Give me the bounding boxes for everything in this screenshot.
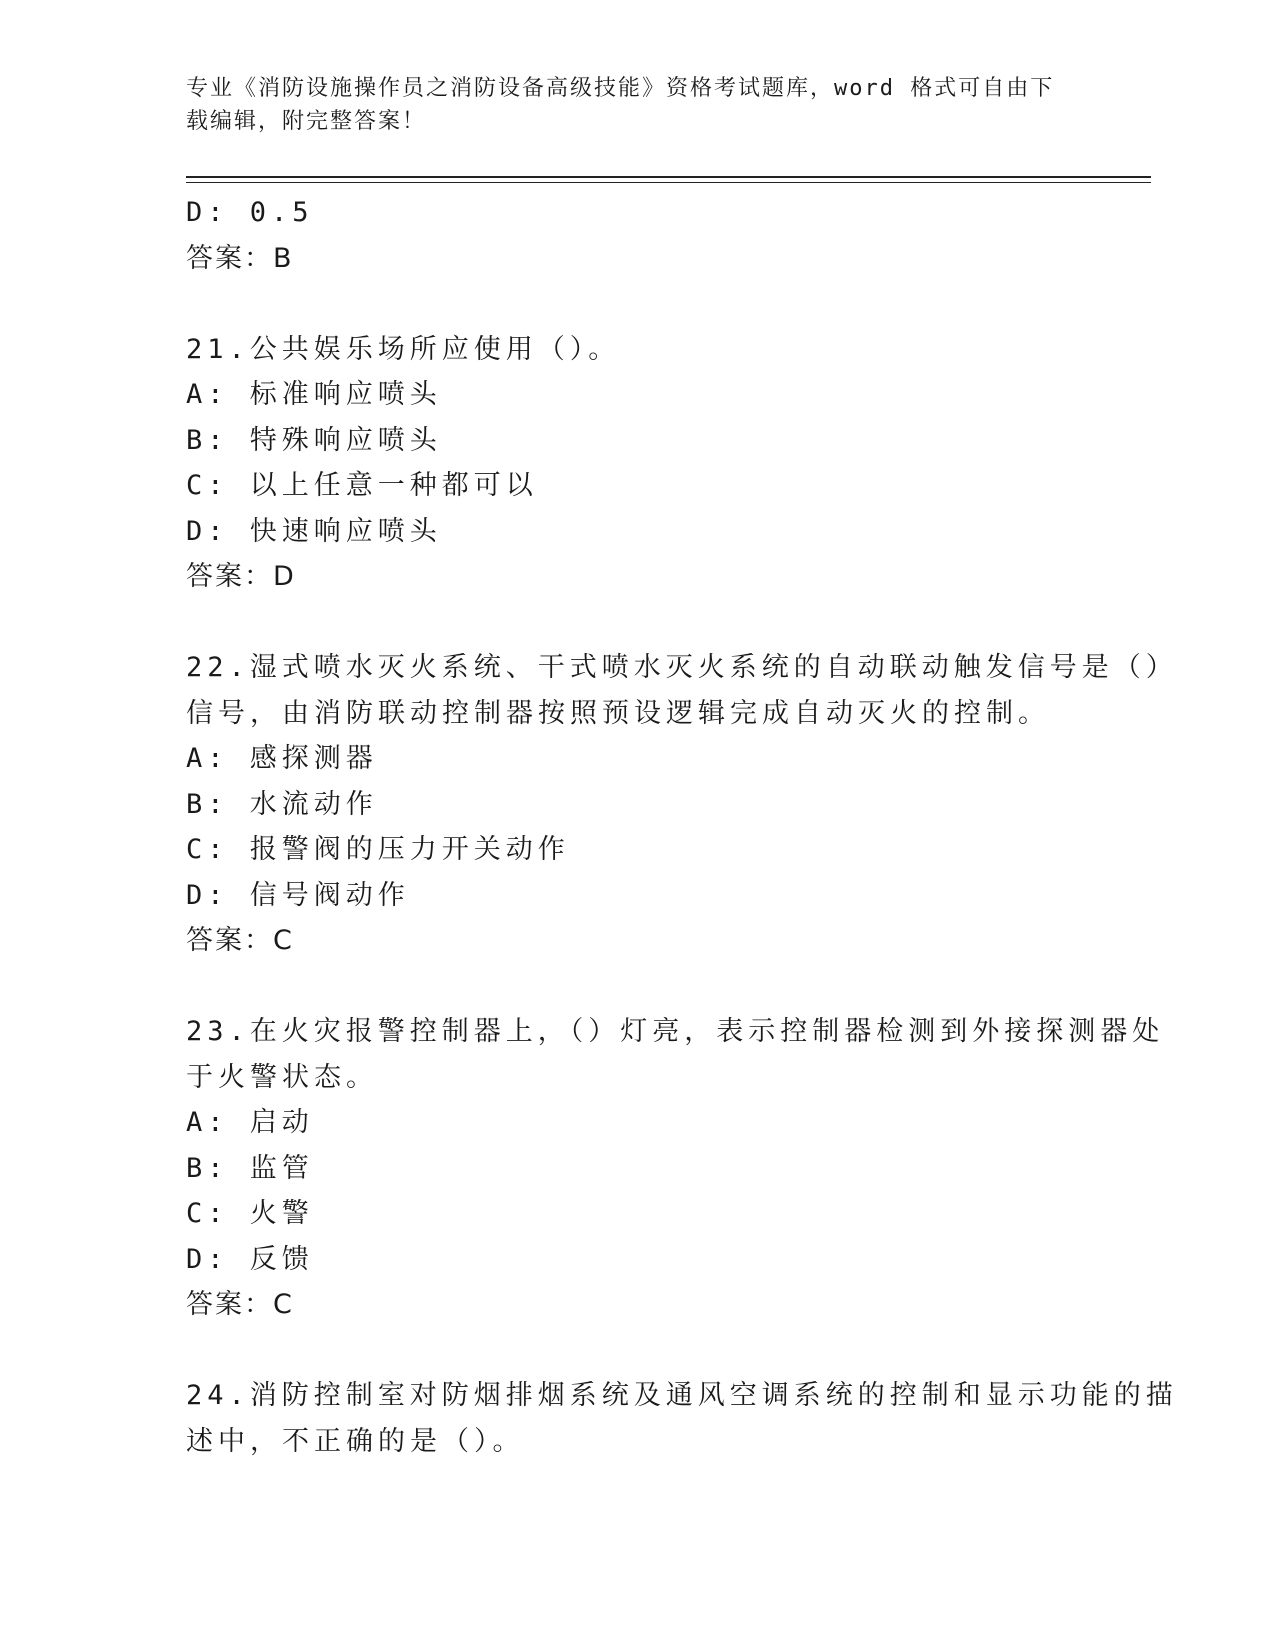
option-a: A: 标准响应喷头 xyxy=(186,379,442,410)
answer: 答案：C xyxy=(186,925,294,956)
question-stem: 24.消防控制室对防烟排烟系统及通风空调系统的控制和显示功能的描 xyxy=(186,1380,1178,1411)
option-a: A: 感探测器 xyxy=(186,743,378,774)
prev-option-d: D: 0.5 xyxy=(186,197,314,228)
question-stem-cont: 于火警状态。 xyxy=(186,1061,378,1093)
question-21 xyxy=(186,327,1086,600)
option-c: C: 以上任意一种都可以 xyxy=(186,470,538,501)
spacer xyxy=(186,964,1086,1010)
option-c: C: 报警阀的压力开关动作 xyxy=(186,834,570,865)
question-stem: 23.在火灾报警控制器上，（）灯亮，表示控制器检测到外接探测器处 xyxy=(186,1016,1165,1047)
question-list xyxy=(186,190,1178,1464)
question-stem: 21.公共娱乐场所应使用（）。 xyxy=(186,333,621,365)
document-header xyxy=(186,72,1066,138)
spacer xyxy=(186,1328,1086,1374)
question-24 xyxy=(186,1373,1178,1464)
option-d: D: 反馈 xyxy=(186,1243,314,1275)
header-line-2: 载编辑，附完整答案！ xyxy=(186,109,427,134)
answer: 答案：D xyxy=(186,561,296,592)
spacer xyxy=(186,281,1086,327)
header-rule-thin xyxy=(186,182,1151,183)
option-c: C: 火警 xyxy=(186,1198,314,1229)
header-rule-thick xyxy=(186,176,1151,178)
option-b: B: 特殊响应喷头 xyxy=(186,424,442,456)
answer: 答案：C xyxy=(186,1289,294,1320)
prev-answer: 答案：B xyxy=(186,242,294,274)
option-a: A: 启动 xyxy=(186,1107,314,1138)
question-23 xyxy=(186,1009,1165,1328)
spacer xyxy=(186,600,1086,646)
header-line-1: 专业《消防设施操作员之消防设备高级技能》资格考试题库，word 格式可自由下 xyxy=(186,76,1055,101)
question-stem-cont: 述中，不正确的是（）。 xyxy=(186,1425,525,1457)
option-d: D: 信号阀动作 xyxy=(186,879,410,911)
question-stem: 22.湿式喷水灭火系统、干式喷水灭火系统的自动联动触发信号是（） xyxy=(186,652,1178,683)
option-d: D: 快速响应喷头 xyxy=(186,515,442,547)
option-b: B: 监管 xyxy=(186,1152,314,1184)
option-b: B: 水流动作 xyxy=(186,788,378,820)
question-stem-cont: 信号，由消防联动控制器按照预设逻辑完成自动灭火的控制。 xyxy=(186,697,1050,729)
question-22 xyxy=(186,645,1178,964)
